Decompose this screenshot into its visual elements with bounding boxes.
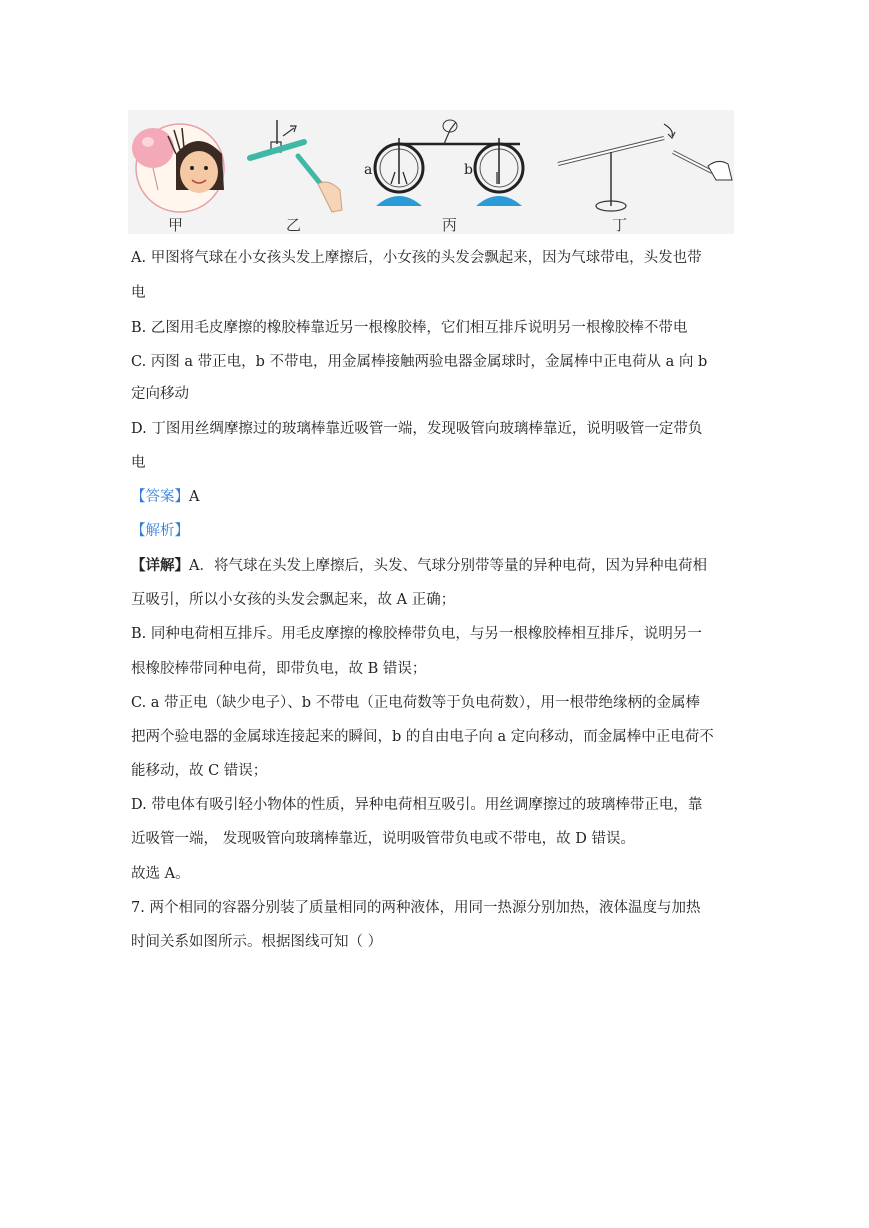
figure-label-bing: 丙 <box>442 216 458 234</box>
detail-c-line1: C. a 带正电（缺少电子）、b 不带电（正电荷数等于负电荷数），用一根带绝缘柄的金属棒 <box>131 695 700 711</box>
option-b: B. 乙图用毛皮摩擦的橡胶棒靠近另一根橡胶棒，它们相互排斥说明另一根橡胶棒不带电 <box>131 320 688 336</box>
option-c-line2: 定向移动 <box>131 386 189 402</box>
detail-a-line2: 互吸引，所以小女孩的头发会飘起来，故 A 正确； <box>131 592 456 608</box>
detail-b-line2: 根橡胶棒带同种电荷，即带负电，故 B 错误； <box>131 661 427 677</box>
detail-a-text1: A．将气球在头发上摩擦后，头发、气球分别带等量的异种电荷，因为异种电荷相 <box>189 558 707 574</box>
electroscope-label-a: a <box>364 162 373 178</box>
detail-d-line2: 近吸管一端， 发现吸管向玻璃棒靠近，说明吸管带负电或不带电，故 D 错误。 <box>131 831 635 847</box>
detail-d-line1: D. 带电体有吸引轻小物体的性质，异种电荷相互吸引。用丝调摩擦过的玻璃棒带正电，靠 <box>131 797 703 813</box>
detail-c-line2: 把两个验电器的金属球连接起来的瞬间，b 的自由电子向 a 定向移动，而金属棒中正电荷不 <box>131 729 714 745</box>
detail-tag: 【详解】 <box>131 557 189 574</box>
option-d-line2: 电 <box>131 455 146 471</box>
figure-label-ding: 丁 <box>612 216 628 234</box>
option-a-line1: A. 甲图将气球在小女孩头发上摩擦后，小女孩的头发会飘起来，因为气球带电，头发也带 <box>131 250 702 266</box>
option-d-line1: D. 丁图用丝绸摩擦过的玻璃棒靠近吸管一端，发现吸管向玻璃棒靠近，说明吸管一定带负 <box>131 421 703 437</box>
detail-a-line1 <box>131 556 707 576</box>
option-a-line2: 电 <box>131 285 146 301</box>
figure-strip <box>128 110 734 234</box>
answer-tag: 【答案】 <box>131 489 189 505</box>
answer-line <box>131 487 199 507</box>
question7-line2: 时间关系如图所示。根据图线可知（ ） <box>131 934 383 950</box>
figure-label-yi: 乙 <box>286 216 302 234</box>
detail-b-line1: B. 同种电荷相互排斥。用毛皮摩擦的橡胶棒带负电，与另一根橡胶棒相互排斥，说明另一 <box>131 626 702 642</box>
option-c-line1: C. 丙图 a 带正电，b 不带电，用金属棒接触两验电器金属球时，金属棒中正电荷从 a 向 b <box>131 354 708 370</box>
electroscope-label-b: b <box>464 162 473 178</box>
analysis-tag: 【解析】 <box>131 523 189 539</box>
physics-figure <box>128 110 734 234</box>
detail-conclusion: 故选 A。 <box>131 866 190 882</box>
question7-line1: 7. 两个相同的容器分别装了质量相同的两种液体，用同一热源分别加热，液体温度与加热 <box>131 900 701 916</box>
answer-value: A <box>189 489 200 505</box>
analysis-line <box>131 521 189 541</box>
detail-c-line3: 能移动，故 C 错误； <box>131 763 268 779</box>
figure-label-jia: 甲 <box>168 216 184 234</box>
